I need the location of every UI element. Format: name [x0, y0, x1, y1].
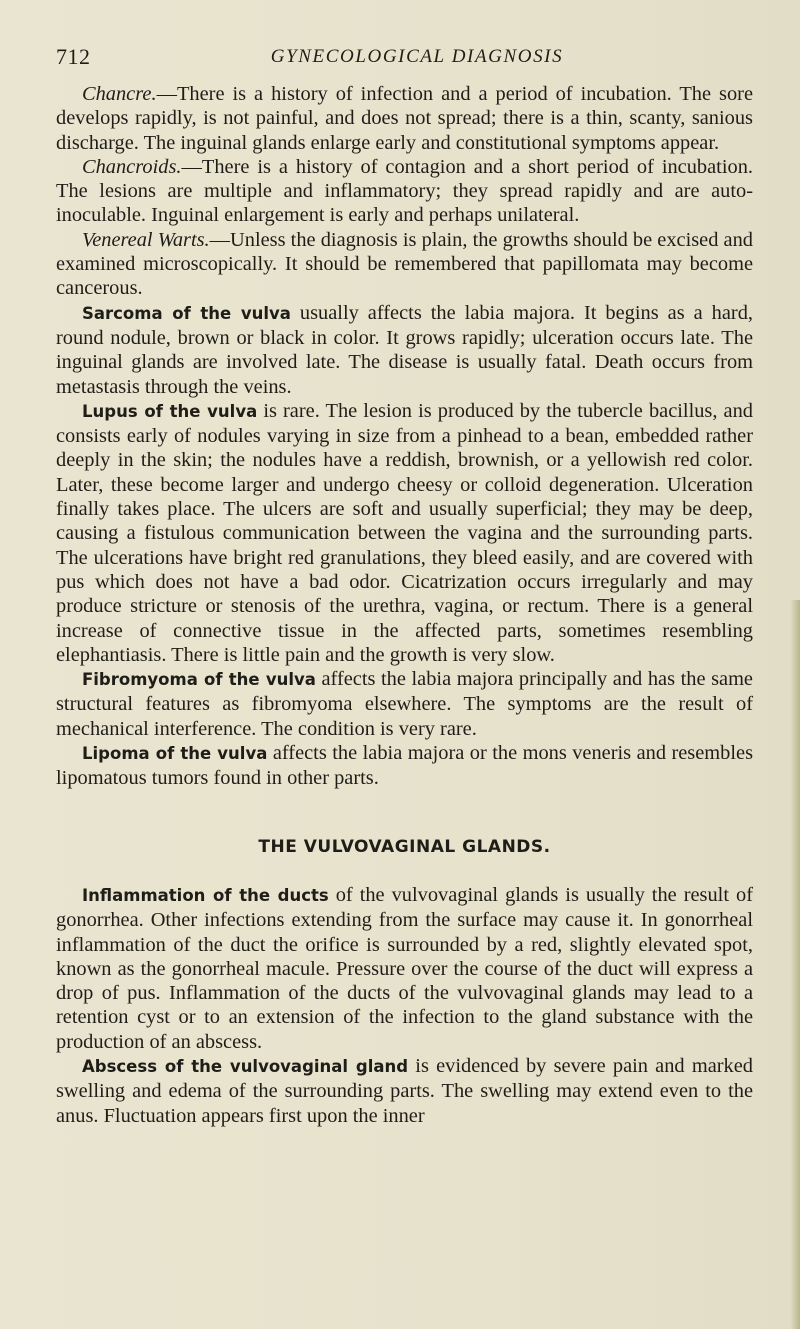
paragraph-text: usually affects the labia majora. It begins as a hard, round nodule, brown or black in color. It grows rapidly; ulceration occurs late. The inguinal glands are involved late. The disease is usually fatal. Death occurs from metastasis through the veins.: [56, 301, 753, 398]
page-header: [52, 44, 762, 74]
paragraph-fibromyoma: [56, 667, 753, 741]
running-title: GYNECOLOGICAL DIAGNOSIS: [270, 46, 564, 67]
page-edge-shadow: [790, 600, 800, 1329]
paragraph-text: of the vulvovaginal glands is usually the result of gonorrhea. Other infections extending from the surface may cause it. In gonorrheal inflammation of the duct the orifice is surrounded by a red, slightly elevated spot, known as the gonorrheal macule. Pressure over the course of the duct will express a drop of pus. Inflammation of the ducts of the vulvovaginal glands may lead to a retention cyst or to an extension of the infection to the gland substance with the production of an abscess.: [56, 883, 753, 1053]
body-text: [56, 82, 753, 1128]
paragraph-text: —There is a history of contagion and a short period of incubation. The lesions are multiple and inflammatory; they spread rapidly and are auto-inoculable. Inguinal enlargement is early and perhaps unilateral.: [56, 155, 753, 227]
paragraph-text: affects the labia majora principally and has the same structural features as fibromyoma elsewhere. The symptoms are the result of mechanical interference. The condition is very rare.: [56, 668, 753, 740]
paragraph-lipoma: [56, 741, 753, 791]
lead-term: Inflammation of the ducts: [82, 885, 329, 905]
paragraph-inflammation: [56, 883, 753, 1054]
lead-term: Chancre.: [82, 83, 157, 105]
paragraph-text: affects the labia majora or the mons veneris and resembles lipomatous tumors found in other parts.: [56, 742, 754, 790]
paragraph-venereal-warts: [56, 228, 753, 301]
paragraph-chancre: [56, 82, 753, 155]
section-heading: THE VULVOVAGINAL GLANDS.: [258, 836, 551, 857]
paragraph-lupus: [56, 399, 753, 667]
lead-term: Venereal Warts.: [82, 228, 210, 251]
paragraph-sarcoma: [56, 301, 753, 399]
lead-term: Sarcoma of the vulva: [82, 303, 291, 323]
paragraph-text: is rare. The lesion is produced by the tubercle bacillus, and consists early of nodules varying in size from a pinhead to a bean, embedded rather deeply in the skin; the nodules have a reddish, brownish, or a yellowish red color. Later, these become larger and undergo cheesy or colloid degeneration. Ulceration finally takes place. The ulcers are soft and usually superficial; they may be deep, causing a fistulous communication between the vagina and the surrounding parts. The ulcerations have bright red granulations, they bleed easily, and are covered with pus which does not have a bad odor. Cicatrization occurs irregularly and may produce stricture or stenosis of the urethra, vagina, or rectum. There is a general increase of connective tissue in the affected parts, sometimes resembling elephantiasis. There is little pain and the growth is very slow.: [56, 399, 753, 666]
paragraph-text: is evidenced by severe pain and marked swelling and edema of the surrounding parts. The swelling may extend even to the anus. Fluctuation appears first upon the inner: [56, 1054, 753, 1127]
paragraph-chancroids: [56, 155, 753, 228]
lead-term: Abscess of the vulvovaginal gland: [82, 1056, 409, 1076]
lead-term: Lipoma of the vulva: [82, 744, 268, 764]
lead-term: Fibromyoma of the vulva: [82, 670, 316, 690]
paragraph-text: —Unless the diagnosis is plain, the growths should be excised and examined microscopically. It should be remembered that papillomata may become cancerous.: [56, 228, 753, 300]
paragraph-text: —There is a history of infection and a period of incubation. The sore develops rapidly, is not painful, and does not spread; there is a thin, scanty, sanious discharge. The inguinal glands enlarge early and constitutional symptoms appear.: [56, 83, 753, 154]
paragraph-abscess: [56, 1054, 753, 1128]
page-number: 712: [56, 44, 91, 69]
lead-term: Chancroids.: [82, 155, 182, 178]
lead-term: Lupus of the vulva: [82, 401, 258, 421]
